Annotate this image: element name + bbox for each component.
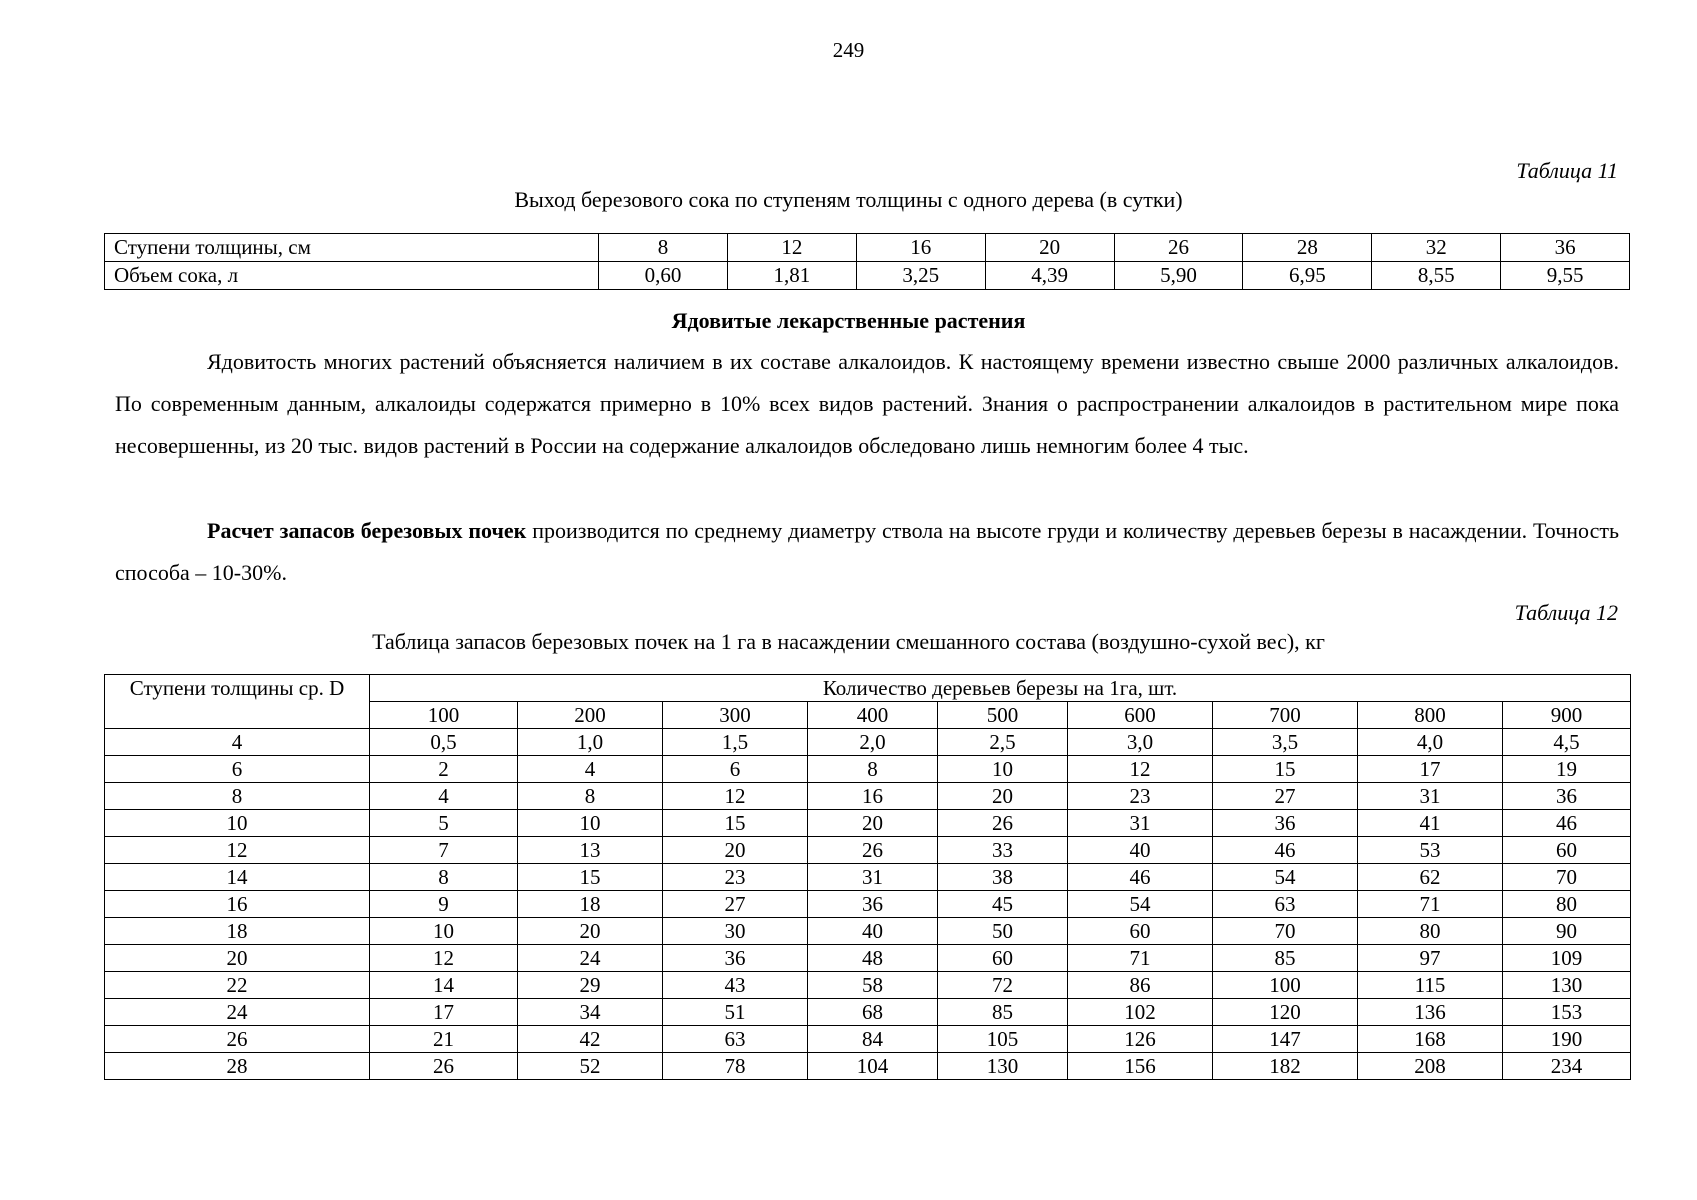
- table-cell: 63: [663, 1026, 808, 1053]
- table-cell: 29: [518, 972, 663, 999]
- table-cell: 4,5: [1503, 729, 1631, 756]
- table-11-label: Таблица 11: [1516, 158, 1618, 183]
- table-cell: 26: [938, 810, 1068, 837]
- table-cell: 109: [1503, 945, 1631, 972]
- row-header-stage: 10: [105, 810, 370, 837]
- table-cell: 5: [370, 810, 518, 837]
- table-cell: 31: [1358, 783, 1503, 810]
- table-cell: 19: [1503, 756, 1631, 783]
- column-header: 500: [938, 702, 1068, 729]
- column-header: 700: [1213, 702, 1358, 729]
- table-cell: 41: [1358, 810, 1503, 837]
- column-header: 900: [1503, 702, 1631, 729]
- column-header: 800: [1358, 702, 1503, 729]
- table-row: [105, 837, 1631, 864]
- table-row: [105, 1026, 1631, 1053]
- table-cell: 97: [1358, 945, 1503, 972]
- table-cell: 12: [663, 783, 808, 810]
- table-cell: 120: [1213, 999, 1358, 1026]
- table-row: [105, 262, 1630, 290]
- table-cell: 8: [370, 864, 518, 891]
- table-cell: 105: [938, 1026, 1068, 1053]
- table-cell: 190: [1503, 1026, 1631, 1053]
- table-cell: 71: [1358, 891, 1503, 918]
- row-label: Объем сока, л: [105, 262, 599, 290]
- table-cell: 78: [663, 1053, 808, 1080]
- table-cell: 16: [808, 783, 938, 810]
- column-group-header: Количество деревьев березы на 1га, шт.: [370, 675, 1631, 702]
- table-cell: 30: [663, 918, 808, 945]
- row-header-stage: 24: [105, 999, 370, 1026]
- table-cell: 80: [1503, 891, 1631, 918]
- table-cell: 20: [985, 234, 1114, 262]
- table-cell: 36: [1503, 783, 1631, 810]
- table-cell: 9,55: [1501, 262, 1630, 290]
- table-cell: 48: [808, 945, 938, 972]
- table-cell: 6,95: [1243, 262, 1372, 290]
- column-header: 600: [1068, 702, 1213, 729]
- table-12-body: [105, 729, 1631, 1080]
- table-cell: 12: [1068, 756, 1213, 783]
- table-header-row: [105, 675, 1631, 702]
- table-cell: 156: [1068, 1053, 1213, 1080]
- table-row: [105, 783, 1631, 810]
- table-cell: 46: [1503, 810, 1631, 837]
- table-cell: 4: [370, 783, 518, 810]
- table-cell: 3,5: [1213, 729, 1358, 756]
- table-cell: 0,60: [599, 262, 728, 290]
- table-row: [105, 729, 1631, 756]
- table-cell: 7: [370, 837, 518, 864]
- table-cell: 54: [1068, 891, 1213, 918]
- table-cell: 10: [938, 756, 1068, 783]
- row-header-stage: 4: [105, 729, 370, 756]
- column-header: 100: [370, 702, 518, 729]
- column-header: 300: [663, 702, 808, 729]
- row-header-stage: 20: [105, 945, 370, 972]
- table-cell: 45: [938, 891, 1068, 918]
- table-cell: 26: [370, 1053, 518, 1080]
- table-cell: 10: [518, 810, 663, 837]
- table-cell: 34: [518, 999, 663, 1026]
- table-cell: 21: [370, 1026, 518, 1053]
- table-cell: 126: [1068, 1026, 1213, 1053]
- table-cell: 27: [1213, 783, 1358, 810]
- table-cell: 102: [1068, 999, 1213, 1026]
- table-cell: 4,0: [1358, 729, 1503, 756]
- table-cell: 208: [1358, 1053, 1503, 1080]
- table-cell: 86: [1068, 972, 1213, 999]
- table-cell: 20: [518, 918, 663, 945]
- table-cell: 51: [663, 999, 808, 1026]
- table-cell: 42: [518, 1026, 663, 1053]
- table-cell: 8: [599, 234, 728, 262]
- table-row: [105, 999, 1631, 1026]
- table-cell: 36: [1213, 810, 1358, 837]
- table-cell: 70: [1503, 864, 1631, 891]
- table-cell: 85: [938, 999, 1068, 1026]
- table-cell: 84: [808, 1026, 938, 1053]
- table-cell: 60: [1503, 837, 1631, 864]
- table-cell: 8: [518, 783, 663, 810]
- table-row: [105, 864, 1631, 891]
- table-cell: 182: [1213, 1053, 1358, 1080]
- row-header-stage: 12: [105, 837, 370, 864]
- table-11: [104, 233, 1630, 290]
- table-cell: 62: [1358, 864, 1503, 891]
- table-cell: 3,25: [856, 262, 985, 290]
- table-cell: 27: [663, 891, 808, 918]
- row-header-stage: 16: [105, 891, 370, 918]
- table-cell: 36: [1501, 234, 1630, 262]
- table-cell: 15: [518, 864, 663, 891]
- paragraph-text: производится по среднему диаметру ствола на высоте груди и количеству деревьев березы в насаждении. Точность способа – 10-30%.: [115, 518, 1620, 585]
- table-cell: 1,5: [663, 729, 808, 756]
- table-cell: 60: [938, 945, 1068, 972]
- table-cell: 20: [938, 783, 1068, 810]
- table-row: [105, 972, 1631, 999]
- table-cell: 234: [1503, 1053, 1631, 1080]
- table-cell: 60: [1068, 918, 1213, 945]
- column-header: 400: [808, 702, 938, 729]
- row-header-stage: 26: [105, 1026, 370, 1053]
- table-cell: 2,0: [808, 729, 938, 756]
- table-cell: 16: [856, 234, 985, 262]
- paragraph-text: Ядовитость многих растений объясняется наличием в их составе алкалоидов. К настоящему времени известно свыше 2000 различных алкалоидов. По современным данным, алкалоиды содержатся примерно в 10% всех видов растений. Знания о распространении алкалоидов в растительном мире пока несовершенны, из 20 тыс. видов растений в России на содержание алкалоидов обследовано лишь немногим более 4 тыс.: [115, 349, 1619, 458]
- table-cell: 8,55: [1372, 262, 1501, 290]
- table-cell: 28: [1243, 234, 1372, 262]
- table-cell: 85: [1213, 945, 1358, 972]
- table-cell: 23: [663, 864, 808, 891]
- table-cell: 71: [1068, 945, 1213, 972]
- table-cell: 9: [370, 891, 518, 918]
- table-cell: 14: [370, 972, 518, 999]
- table-cell: 38: [938, 864, 1068, 891]
- table-row: [105, 945, 1631, 972]
- paragraph: [115, 510, 1619, 594]
- column-header-stage: Ступени толщины ср. D: [105, 675, 370, 729]
- table-cell: 100: [1213, 972, 1358, 999]
- table-row: [105, 234, 1630, 262]
- row-header-stage: 22: [105, 972, 370, 999]
- table-12: [104, 674, 1631, 1080]
- paragraph: [115, 341, 1619, 467]
- table-row: [105, 891, 1631, 918]
- table-cell: 72: [938, 972, 1068, 999]
- table-cell: 63: [1213, 891, 1358, 918]
- table-cell: 8: [808, 756, 938, 783]
- table-cell: 53: [1358, 837, 1503, 864]
- table-cell: 90: [1503, 918, 1631, 945]
- table-cell: 26: [808, 837, 938, 864]
- table-cell: 40: [1068, 837, 1213, 864]
- table-cell: 46: [1068, 864, 1213, 891]
- row-header-stage: 18: [105, 918, 370, 945]
- row-label: Ступени толщины, см: [105, 234, 599, 262]
- table-cell: 130: [1503, 972, 1631, 999]
- row-header-stage: 6: [105, 756, 370, 783]
- column-header: 200: [518, 702, 663, 729]
- table-cell: 2: [370, 756, 518, 783]
- table-cell: 1,81: [727, 262, 856, 290]
- table-cell: 10: [370, 918, 518, 945]
- table-cell: 104: [808, 1053, 938, 1080]
- row-header-stage: 28: [105, 1053, 370, 1080]
- table-cell: 168: [1358, 1026, 1503, 1053]
- table-cell: 18: [518, 891, 663, 918]
- table-cell: 43: [663, 972, 808, 999]
- table-cell: 0,5: [370, 729, 518, 756]
- table-cell: 3,0: [1068, 729, 1213, 756]
- table-cell: 6: [663, 756, 808, 783]
- table-cell: 12: [370, 945, 518, 972]
- row-header-stage: 14: [105, 864, 370, 891]
- table-cell: 20: [808, 810, 938, 837]
- table-cell: 5,90: [1114, 262, 1243, 290]
- table-cell: 153: [1503, 999, 1631, 1026]
- table-cell: 80: [1358, 918, 1503, 945]
- table-cell: 36: [663, 945, 808, 972]
- table-cell: 20: [663, 837, 808, 864]
- table-cell: 15: [1213, 756, 1358, 783]
- table-cell: 31: [1068, 810, 1213, 837]
- table-cell: 15: [663, 810, 808, 837]
- table-cell: 68: [808, 999, 938, 1026]
- table-11-caption: Выход березового сока по ступеням толщины с одного дерева (в сутки): [514, 187, 1183, 212]
- table-cell: 136: [1358, 999, 1503, 1026]
- table-cell: 52: [518, 1053, 663, 1080]
- table-row: [105, 810, 1631, 837]
- table-row: [105, 756, 1631, 783]
- table-cell: 33: [938, 837, 1068, 864]
- table-cell: 115: [1358, 972, 1503, 999]
- table-cell: 31: [808, 864, 938, 891]
- table-cell: 46: [1213, 837, 1358, 864]
- table-cell: 70: [1213, 918, 1358, 945]
- table-cell: 40: [808, 918, 938, 945]
- table-cell: 58: [808, 972, 938, 999]
- table-cell: 4,39: [985, 262, 1114, 290]
- table-cell: 1,0: [518, 729, 663, 756]
- table-row: [105, 918, 1631, 945]
- table-cell: 32: [1372, 234, 1501, 262]
- table-cell: 23: [1068, 783, 1213, 810]
- paragraph-bold-lead: Расчет запасов березовых почек: [207, 518, 527, 543]
- section-heading: Ядовитые лекарственные растения: [671, 308, 1026, 333]
- table-cell: 36: [808, 891, 938, 918]
- table-cell: 4: [518, 756, 663, 783]
- table-cell: 54: [1213, 864, 1358, 891]
- table-cell: 147: [1213, 1026, 1358, 1053]
- table-cell: 2,5: [938, 729, 1068, 756]
- table-cell: 26: [1114, 234, 1243, 262]
- table-cell: 50: [938, 918, 1068, 945]
- table-cell: 24: [518, 945, 663, 972]
- row-header-stage: 8: [105, 783, 370, 810]
- table-cell: 17: [1358, 756, 1503, 783]
- table-cell: 12: [727, 234, 856, 262]
- table-cell: 13: [518, 837, 663, 864]
- table-cell: 17: [370, 999, 518, 1026]
- table-cell: 130: [938, 1053, 1068, 1080]
- table-12-caption: Таблица запасов березовых почек на 1 га в насаждении смешанного состава (воздушно-сухой вес), кг: [372, 629, 1325, 654]
- page-number: 249: [832, 38, 865, 62]
- table-row: [105, 1053, 1631, 1080]
- table-12-label: Таблица 12: [1514, 600, 1618, 625]
